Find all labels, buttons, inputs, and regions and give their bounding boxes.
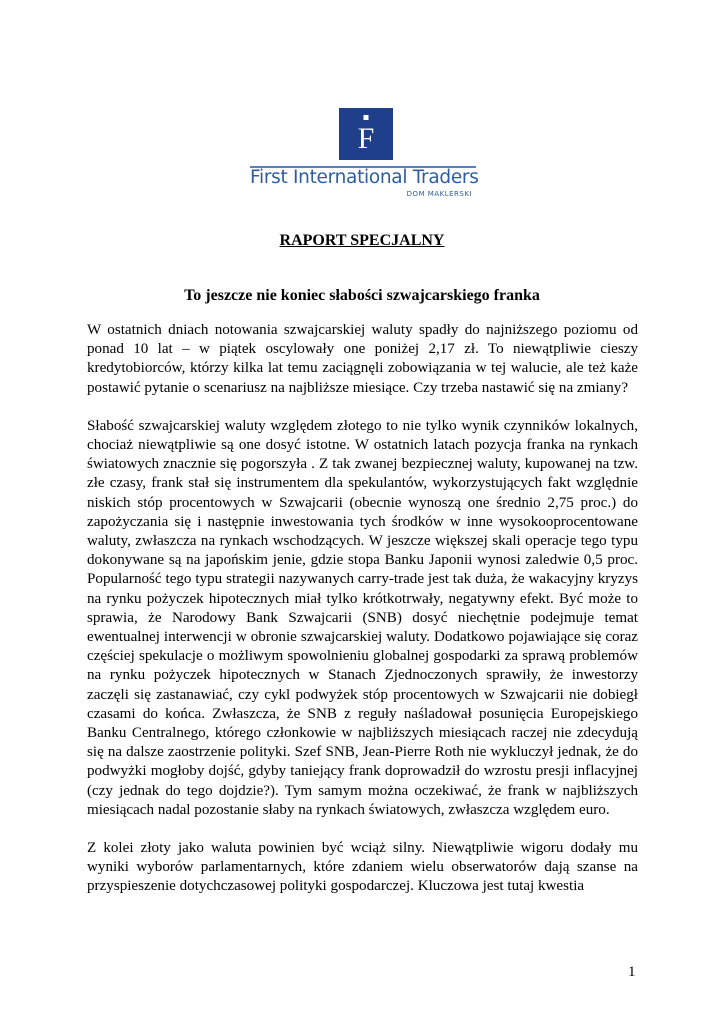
logo-subtitle: DOM MAKLERSKI: [406, 190, 472, 198]
logo-monogram-box: [339, 108, 393, 160]
report-title: RAPORT SPECJALNY: [279, 232, 445, 249]
paragraph-1: W ostatnich dniach notowania szwajcarskiej waluty spadły do najniższego poziomu od ponad 10 lat – w piątek oscylowały one poniżej 2,17 zł. To niewątpliwie cieszy kredytobiorców, którzy kilka lat temu zaciągnęli zobowiązania w tej walucie, ale też każe postawić pytanie o scenariusz na najbliższe miesiące. Czy trzeba nastawić się na zmiany?: [87, 322, 638, 396]
logo-monogram-letter: F: [357, 122, 375, 155]
report-body: [87, 321, 638, 916]
logo-monogram-icon: [339, 108, 393, 160]
report-subtitle: To jeszcze nie koniec słabości szwajcarskiego franka: [184, 287, 540, 304]
paragraph-2: Słabość szwajcarskiej waluty względem złotego to nie tylko wynik czynników lokalnych, chociaż niewątpliwie są one dosyć istotne. W ostatnich latach pozycja franka na rynkach światowych znacznie się pogorszyła . Z tak zwanej bezpiecznej waluty, kupowanej na tzw. złe czasy, frank stał się instrumentem dla spekulantów, wykorzystujących fakt względnie niskich stóp procentowych w Szwajcarii (obecnie wynoszą one średnio 2,75 proc.) do zapożyczania się i następnie inwestowania tych środków w inne wysokooprocentowane waluty, zwłaszcza na rynkach wschodzących. W jeszcze większej skali operacje tego typu dokonywane są na japońskim jenie, gdzie stopa Banku Japonii wynosi zaledwie 0,5 proc. Popularność tego typu strategii nazywanych carry-trade jest tak duża, że wakacyjny kryzys na rynku pożyczek hipotecznych miał tylko krótkotrwały, negatywny efekt. Być może to sprawia, że Narodowy Bank Szwajcarii (SNB) dosyć niechętnie podejmuje temat ewentualnej interwencji w obronie szwajcarskiej waluty. Dodatkowo pojawiające się coraz częściej spekulacje o możliwym spowolnieniu globalnej gospodarki za sprawą problemów na rynku pożyczek hipotecznych w Stanach Zjednoczonych sprawiły, że inwestorzy zaczęli się zastanawiać, czy cykl podwyżek stóp procentowych w Szwajcarii nie dobiegł czasami do końca. Zwłaszcza, że SNB z reguły naśladował posunięcia Europejskiego Banku Centralnego, którego członkowie w najbliższych miesiącach raczej nie zdecydują się na dalsze zaostrzenie polityki. Szef SNB, Jean-Pierre Roth nie wykluczył jednak, że do podwyżki mogłoby dojść, gdyby taniejący frank doprowadził do wzrostu presji inflacyjnej (czy jednak do tego dojdzie?). Tym samym można oczekiwać, że frank w najbliższych miesiącach nadal pozostanie słaby na rynkach światowych, zwłaszcza względem euro.: [87, 417, 638, 818]
logo-company-name: First International Traders: [250, 167, 479, 188]
paragraph-3: Z kolei złoty jako waluta powinien być wciąż silny. Niewątpliwie wigoru dodały mu wyniki wyborów parlamentarnych, które zdaniem wielu obserwatorów dają szanse na przyspieszenie dotychczasowej polityki gospodarczej. Kluczowa jest tutaj kwestia: [87, 840, 638, 895]
company-logo: [250, 108, 479, 198]
page-number: 1: [628, 964, 636, 980]
